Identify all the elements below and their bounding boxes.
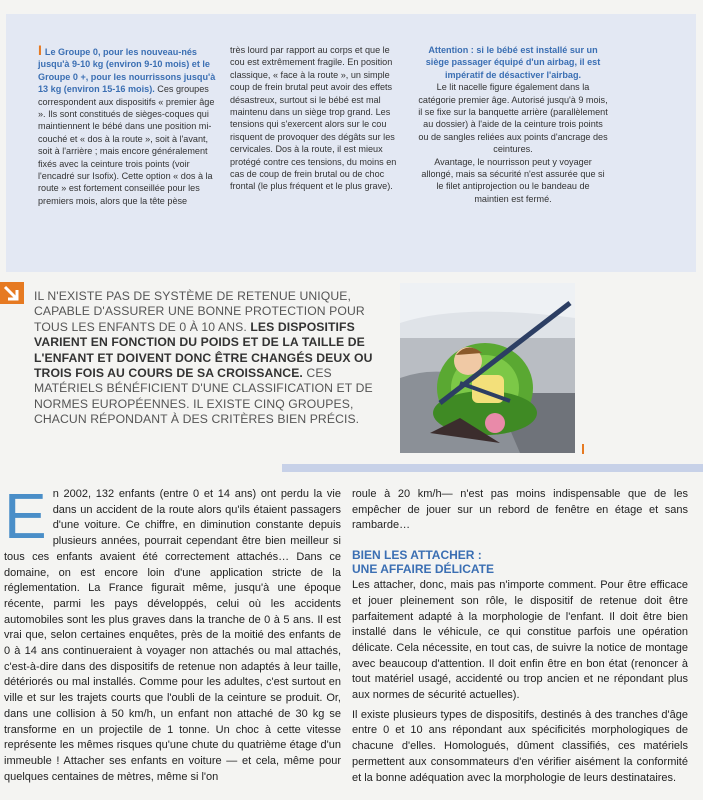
child-seat-illustration xyxy=(400,283,575,453)
article-right-paragraph-2: Il existe plusieurs types de dispositifs, destinés à des tranches d'âge entre 0 et 10 ans répondant aux spécificités morphologiques de chacune d'elles. Homologués, dûment classifiés, ces matériels permettent aux consommateurs d'en vérifier aisément la conformité et la bonne adéquation avec la morphologie de leurs destinataires. xyxy=(352,708,688,784)
nacelle-text: Le lit nacelle figure également dans la catégorie premier âge. Autorisé jusqu'à 9 mois, il se fixe sur la banquette arrière (parallèlement au dossier) à l'aide de la ceinture trois points ou de sangles reliées aux points d'ancrage des ceintures. xyxy=(418,82,608,155)
orange-marker-icon: I xyxy=(38,42,42,58)
panel-column-2-text: très lourd par rapport au corps et que le cou est extrêmement fragile. En position classique, « face à la route », un simple coup de frein brutal peut avoir des effets désastreux, surtout si le bébé est mal maintenu dans un siège trop grand. Les tensions qui s'exercent alors sur le cou risquent de provoquer des dégâts sur les cervicales. Dos à la route, il est mieux protégé contre ces tensions, du moins en cas de coup de frein brutal ou de choc frontal (le plus fréquent et le plus grave). xyxy=(230,45,397,192)
article-right-intro: roule à 20 km/h— n'est pas moins indispensable que de les empêcher de jouer sur un rebord de fenêtre en étage et sans rambarde… xyxy=(352,488,688,532)
blue-divider xyxy=(282,464,703,472)
panel-column-1 xyxy=(38,44,218,207)
group-0-lead: Le Groupe 0, pour les nouveau-nés jusqu'à 9-10 kg (environ 9-10 mois) et le Groupe 0 +, pour les nourrissons jusqu'à 13 kg (environ 15-16 mois). xyxy=(38,47,216,95)
article-left-column xyxy=(4,480,341,785)
intro-part-2: LES DISPOSITIFS VARIENT EN FONCTION DU POIDS ET DE LA TAILLE DE L'ENFANT ET DOIVENT DONC ÊTRE CHANGÉS DEUX OU TROIS FOIS AU COURS DE SA CROISSANCE. xyxy=(34,319,373,381)
panel-column-2 xyxy=(230,44,400,207)
article-left-text: n 2002, 132 enfants (entre 0 et 14 ans) ont perdu la vie dans un accident de la route alors qu'ils étaient passagers d'une voiture. Ce chiffre, en diminution constante depuis plusieurs années, pourrait cependant être bien meilleur si tous ces enfants avaient été correctement attachés… Dans ce domaine, on est encore loin d'une application stricte de la réglementation. La France figurait même, jusqu'à une époque récente, parmi les pays développés, celui où les accidents automobiles sont les plus graves dans la tranche de 0 à 5 ans. Il est vrai que, selon certaines enquêtes, près de la moitié des enfants de 0 à 14 ans continueraient à voyager non attachés ou mal attachés, c'est-à-dire dans des dispositifs de retenue non adaptés à leur taille, détériorés ou mal installés. Comme pour les adultes, c'est surtout en ville et sur les trajets courts que l'oubli de la ceinture se produit. Or, dans une collision à 50 km/h, un enfant non attaché de 30 kg se transforme en un projectile de 1 tonne. Un choc à cette vitesse représente les mêmes risques qu'une chute du quatrième étage d'un immeuble ! Attacher ses enfants en voiture — et cela, même pour quelques centaines de mètres, même si l'on xyxy=(4,488,341,783)
article-right-paragraph-1: Les attacher, donc, mais pas n'importe comment. Pour être efficace et jouer pleinement son rôle, le dispositif de retenue doit être parfaitement adapté à la morphologie de l'enfant. Il doit être bien installé dans le véhicule, ce qui constitue parfois une opération délicate. Cela nécessite, en tout cas, de suivre la notice de montage avec beaucoup d'attention. Il doit enfin être en bon état (renoncer à tout matériel usagé, accidenté ou trop ancien et ne répondant plus aux normes de sécurité actuelles). xyxy=(352,579,688,702)
section-heading-line-1: BIEN LES ATTACHER : xyxy=(352,548,482,563)
drop-cap: E xyxy=(4,480,47,552)
intro-part-3: CES MATÉRIELS BÉNÉFICIENT D'UNE CLASSIFICATION ET DE NORMES EUROPÉENNES. IL EXISTE CINQ GROUPES, CHACUN RÉPONDANT À DES CRITÈRES BIEN PRÉCIS. xyxy=(34,366,373,427)
intro-paragraph xyxy=(34,289,374,428)
orange-tick-mark xyxy=(582,444,584,454)
intro-part-1: IL N'EXISTE PAS DE SYSTÈME DE RETENUE UNIQUE, CAPABLE D'ASSURER UNE BONNE PROTECTION POUR TOUS LES ENFANTS DE 0 À 10 ANS. xyxy=(34,289,365,334)
panel-column-3 xyxy=(418,44,608,207)
orange-arrow-icon xyxy=(0,282,24,304)
nacelle-advantage-text: Avantage, le nourrisson peut y voyager allongé, mais sa sécurité n'est assurée que si le filet antiprojection ou le bandeau de maintien est fermé. xyxy=(421,156,605,204)
section-heading-line-2: UNE AFFAIRE DÉLICATE xyxy=(352,562,495,577)
child-car-seat-photo xyxy=(400,283,575,453)
info-panel-columns xyxy=(38,44,688,207)
airbag-warning: Attention : si le bébé est installé sur un siège passager équipé d'un airbag, il est impératif de désactiver l'airbag. xyxy=(425,45,601,80)
article-right-column xyxy=(352,487,688,800)
group-0-body: Ces groupes correspondent aux dispositifs « premier âge ». Ils sont constitués de sièges-coques qui maintiennent le bébé dans une position mi-couché et « dos à la route », soit à l'avant, soit à l'arrière ; mais encore généralement fixés avec la ceinture trois points (voir l'encadré sur Isofix). Cette option « dos à la route » est fortement conseillée pour les premiers mois, alors que la tête pèse xyxy=(38,84,215,206)
